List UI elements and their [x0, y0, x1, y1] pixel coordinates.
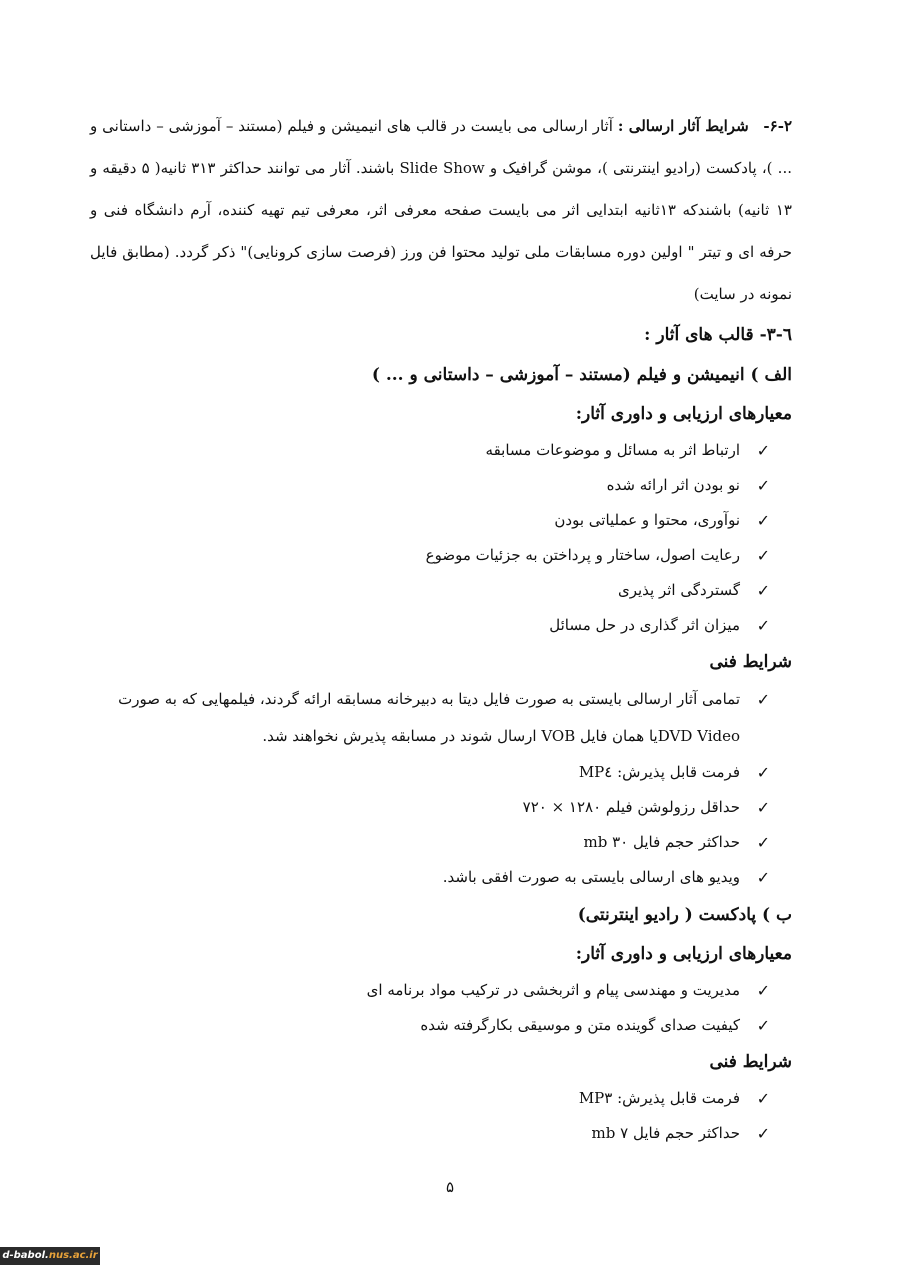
part-a-heading: الف ) انیمیشن و فیلم (مستند – آموزشی – داستانی و ... ) [371, 365, 792, 385]
checkmark-icon: ✓ [756, 763, 770, 782]
section-6-2-paragraph [90, 105, 792, 315]
part-b-criteria-list [90, 973, 792, 1043]
part-a-tech-heading: شرایط فنی [709, 652, 792, 672]
section-6-2-number: ۶-۲- [763, 117, 792, 135]
list-item [90, 681, 770, 755]
section-6-2-line-2: )، پادکست (رادیو اینترنتی )، موشن گرافیک و Slide Show باشند. آثار می توانند حداکثر ۳۱۳ ثانیه( ۵ دقیقه و ۱۳ [90, 159, 792, 219]
checkmark-icon: ✓ [756, 833, 770, 852]
list-item: ✓ کیفیت صدای گوینده متن و موسیقی بکارگرفته شده [90, 1008, 770, 1043]
list-item: ✓ ارتباط اثر به مسائل و موضوعات مسابقه [90, 433, 770, 468]
list-item: ✓ نو بودن اثر ارائه شده [90, 468, 770, 503]
part-a-criteria-heading: معیارهای ارزیابی و داوری آثار: [575, 404, 792, 424]
list-item: ✓ گستردگی اثر پذیری [90, 573, 770, 608]
checkmark-icon: ✓ [756, 798, 770, 817]
checkmark-icon: ✓ [756, 581, 770, 600]
tech-first-line-1: تمامی آثار ارسالی بایستی به صورت فایل دیتا به دبیرخانه مسابقه ارائه گردند، فیلمهایی که به صورت [118, 690, 740, 708]
list-item: ✓ ویدیو های ارسالی بایستی به صورت افقی باشد. [90, 860, 770, 895]
part-b-tech-heading: شرایط فنی [709, 1052, 792, 1072]
watermark-prefix: d-babol. [2, 1250, 49, 1261]
list-item: ✓ حداکثر حجم فایل ۳۰ mb [90, 825, 770, 860]
list-item: ✓ حداکثر حجم فایل ۷ mb [90, 1116, 770, 1151]
checkmark-icon: ✓ [756, 476, 770, 495]
document-page [90, 105, 792, 1151]
part-a-criteria-list [90, 433, 792, 643]
part-b-tech-list [90, 1081, 792, 1151]
section-6-2-title: شرایط آثار ارسالی : [617, 117, 749, 135]
section-6-2-line-3: ثانیه) باشندکه ۱۳ثانیه ابتدایی اثر می بایست صفحه معرفی اثر، معرفی تیم تهیه کننده، آرم دانشگاه فنی و حرفه ای و [90, 201, 792, 261]
part-a-tech-list [90, 681, 792, 895]
checkmark-icon: ✓ [756, 1124, 770, 1143]
list-item: ✓ حداقل رزولوشن فیلم ۱۲۸۰ × ۷۲۰ [90, 790, 770, 825]
section-6-2-line-4: تیتر " اولین دوره مسابقات ملی تولید محتوا فن ورز (فرصت سازی کرونایی)" ذکر گردد. (مطابق فایل نمونه در [90, 243, 792, 303]
checkmark-icon: ✓ [756, 690, 770, 709]
section-6-3-heading: ٦-٣- قالب های آثار : [644, 325, 792, 345]
part-b-heading: ب ) پادکست ( رادیو اینترنتی) [577, 905, 792, 925]
checkmark-icon: ✓ [756, 546, 770, 565]
checkmark-icon: ✓ [756, 868, 770, 887]
checkmark-icon: ✓ [756, 511, 770, 530]
checkmark-icon: ✓ [756, 1016, 770, 1035]
list-item: ✓ رعایت اصول، ساختار و پرداختن به جزئیات موضوع [90, 538, 770, 573]
section-6-2-line-1: آثار ارسالی می بایست در قالب های انیمیشن و فیلم (مستند – آموزشی – داستانی و ... [90, 117, 792, 177]
checkmark-icon: ✓ [756, 981, 770, 1000]
list-item: ✓ مدیریت و مهندسی پیام و اثربخشی در ترکیب مواد برنامه ای [90, 973, 770, 1008]
site-watermark [0, 1247, 100, 1265]
checkmark-icon: ✓ [756, 616, 770, 635]
list-item: ✓ نوآوری، محتوا و عملیاتی بودن [90, 503, 770, 538]
watermark-highlight: nus.ac.ir [48, 1250, 98, 1261]
section-6-2-line-5: سایت) [693, 285, 736, 303]
list-item: ✓ فرمت قابل پذیرش: MP٣ [90, 1081, 770, 1116]
part-b-criteria-heading: معیارهای ارزیابی و داوری آثار: [575, 944, 792, 964]
list-item: ✓ میزان اثر گذاری در حل مسائل [90, 608, 770, 643]
list-item: ✓ فرمت قابل پذیرش: MP٤ [90, 755, 770, 790]
checkmark-icon: ✓ [756, 441, 770, 460]
checkmark-icon: ✓ [756, 1089, 770, 1108]
tech-first-line-2: DVD Videoیا همان فایل VOB ارسال شوند در مسابقه پذیرش نخواهند شد. [262, 727, 740, 745]
page-number: ۵ [445, 1178, 455, 1196]
